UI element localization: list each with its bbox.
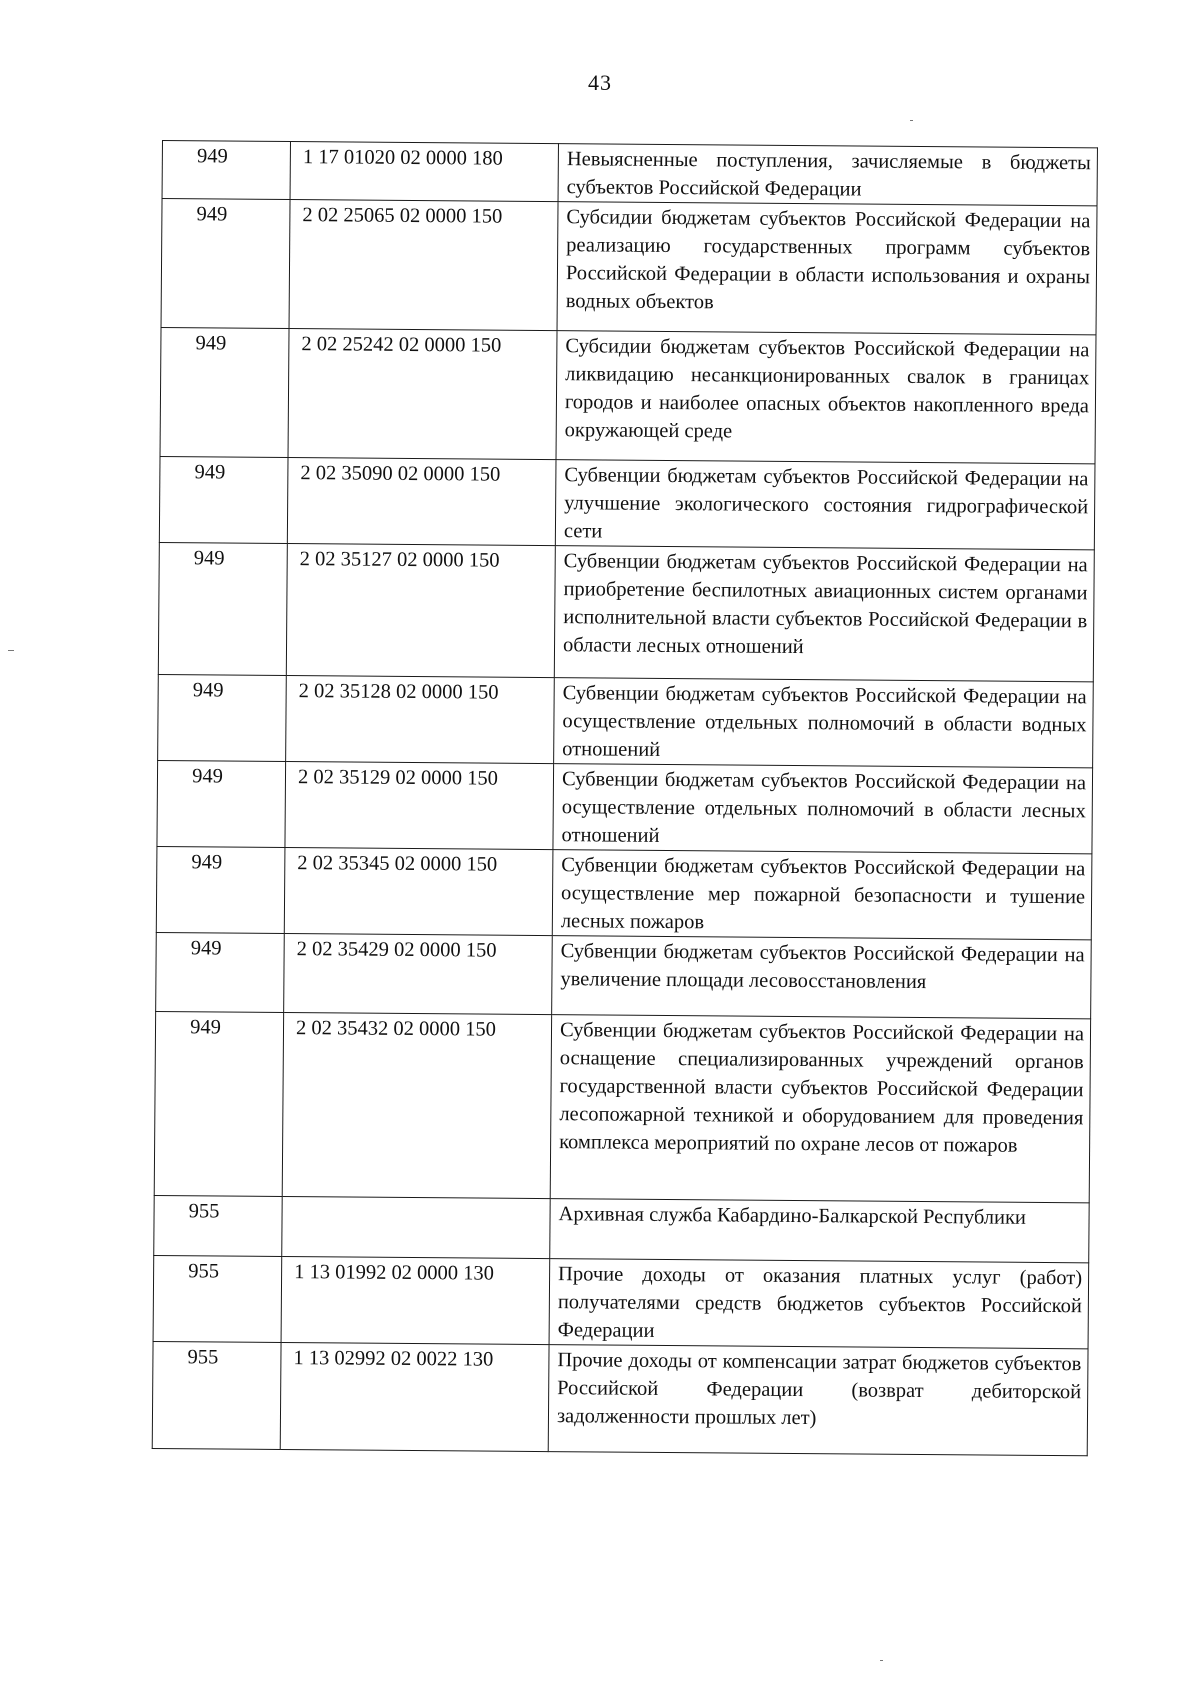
description-cell: Субвенции бюджетам субъектов Российской Федерации на увеличение площади лесовосстановления — [552, 936, 1092, 1019]
page-number: 43 — [588, 70, 612, 95]
description-cell: Невыясненные поступления, зачисляемые в бюджеты субъектов Российской Федерации — [558, 144, 1097, 206]
table-row — [158, 542, 1094, 681]
admin-code-cell: 949 — [162, 141, 290, 200]
admin-code-cell: 949 — [160, 327, 289, 457]
budget-code-cell — [282, 1196, 550, 1258]
admin-code-cell: 949 — [156, 932, 285, 1012]
budget-code-cell: 2 02 35429 02 0000 150 — [284, 933, 553, 1014]
table-row — [160, 327, 1096, 463]
admin-code-cell: 949 — [158, 542, 287, 675]
admin-code-cell: 955 — [154, 1195, 282, 1256]
table-row — [162, 141, 1097, 206]
admin-code-cell: 949 — [158, 674, 287, 761]
table-row — [156, 932, 1092, 1018]
table-row — [159, 456, 1095, 549]
description-cell: Субсидии бюджетам субъектов Российской Федерации на реализацию государственных программ субъектов Российской Федерации в области использования и охраны водных объектов — [557, 202, 1097, 335]
description-cell: Субвенции бюджетам субъектов Российской Федерации на оснащение специализированных учреждений органов государственной власти субъектов Российской Федерации лесопожарной техникой и оборудованием для проведения комплекса мероприятий по охране лесов от пожаров — [550, 1015, 1090, 1203]
budget-code-cell: 2 02 35129 02 0000 150 — [285, 761, 554, 849]
budget-code-cell: 2 02 35128 02 0000 150 — [286, 675, 555, 763]
budget-code-cell: 1 17 01020 02 0000 180 — [290, 142, 558, 202]
admin-code-cell: 949 — [154, 1011, 283, 1196]
description-cell: Субвенции бюджетам субъектов Российской Федерации на осуществление отдельных полномочий в области лесных отношений — [553, 764, 1093, 854]
table-row — [157, 760, 1093, 853]
table-row — [161, 199, 1097, 335]
description-cell: Субвенции бюджетам субъектов Российской Федерации на приобретение беспилотных авиационных систем органами исполнительной власти субъектов Российской Федерации в области лесных отношений — [554, 546, 1094, 682]
budget-code-cell: 2 02 25242 02 0000 150 — [288, 329, 557, 460]
admin-code-cell: 949 — [157, 760, 286, 847]
table-row — [152, 1341, 1088, 1455]
scan-speck — [910, 120, 913, 121]
table-row — [156, 846, 1092, 939]
description-cell: Архивная служба Кабардино-Балкарской Республики — [550, 1199, 1089, 1263]
admin-code-cell: 955 — [152, 1341, 281, 1449]
budget-code-cell: 2 02 35432 02 0000 150 — [282, 1012, 551, 1198]
table-row — [154, 1011, 1090, 1202]
admin-code-cell: 955 — [153, 1255, 282, 1342]
budget-code-cell: 2 02 25065 02 0000 150 — [289, 200, 558, 331]
description-cell: Субвенции бюджетам субъектов Российской Федерации на улучшение экологического состояния гидрографической сети — [555, 460, 1095, 550]
budget-code-cell: 2 02 35090 02 0000 150 — [287, 457, 556, 545]
budget-code-cell: 2 02 35345 02 0000 150 — [284, 847, 553, 935]
scan-speck — [8, 650, 14, 651]
table-row — [153, 1255, 1089, 1348]
budget-code-cell: 1 13 02992 02 0022 130 — [280, 1342, 549, 1451]
description-cell: Субвенции бюджетам субъектов Российской Федерации на осуществление отдельных полномочий в области водных отношений — [554, 678, 1094, 768]
admin-code-cell: 949 — [161, 199, 290, 329]
description-cell: Субвенции бюджетам субъектов Российской Федерации на осуществление мер пожарной безопасности и тушение лесных пожаров — [552, 850, 1092, 940]
budget-code-cell: 1 13 01992 02 0000 130 — [281, 1256, 550, 1344]
description-cell: Прочие доходы от оказания платных услуг (работ) получателями средств бюджетов субъектов Российской Федерации — [549, 1259, 1089, 1349]
description-cell: Прочие доходы от компенсации затрат бюджетов субъектов Российской Федерации (возврат дебиторской задолженности прошлых лет) — [548, 1345, 1088, 1456]
scan-speck — [880, 1660, 883, 1661]
table-row — [154, 1195, 1089, 1262]
budget-codes-table — [152, 140, 1098, 1456]
admin-code-cell: 949 — [159, 456, 288, 543]
description-cell: Субсидии бюджетам субъектов Российской Федерации на ликвидацию несанкционированных свалок в границах городов и наиболее опасных объектов накопленного вреда окружающей среде — [556, 331, 1096, 464]
budget-code-cell: 2 02 35127 02 0000 150 — [286, 543, 555, 677]
admin-code-cell: 949 — [156, 846, 285, 933]
table-row — [158, 674, 1094, 767]
